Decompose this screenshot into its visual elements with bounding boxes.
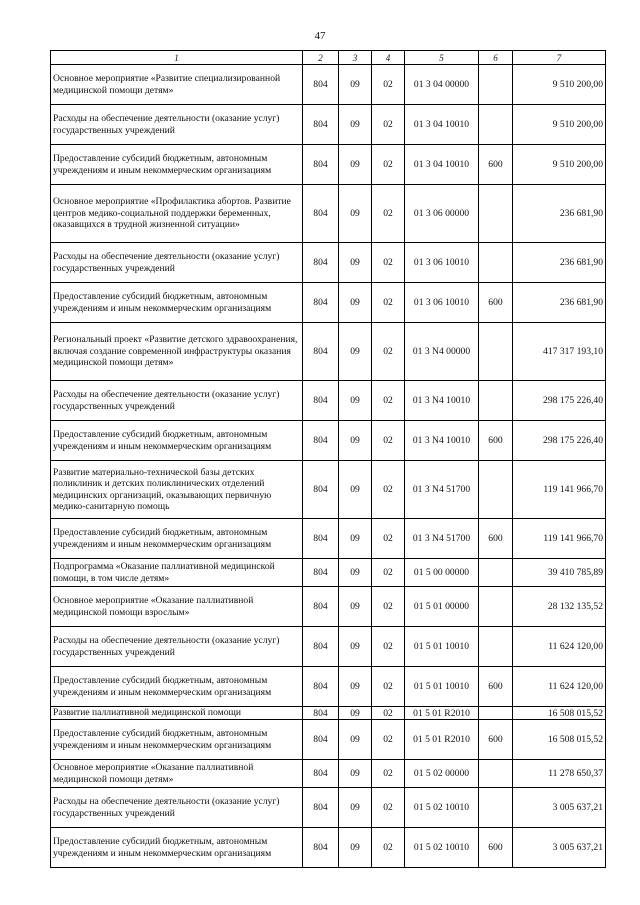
row-section-cell: 09: [339, 381, 372, 421]
row-target-article-cell: 01 5 02 10010: [405, 788, 479, 828]
row-target-article-cell: 01 5 02 00000: [405, 760, 479, 788]
table-row: [51, 627, 606, 667]
row-subsection-cell: 02: [372, 788, 405, 828]
row-amount-cell: 236 681,90: [513, 185, 606, 243]
column-header: 7: [513, 51, 606, 65]
row-expense-type-cell: [479, 323, 513, 381]
row-amount-cell: 39 410 785,89: [513, 559, 606, 587]
row-section-cell: 09: [339, 707, 372, 720]
row-target-article-cell: 01 3 N4 51700: [405, 519, 479, 559]
row-code-cell: 804: [303, 760, 339, 788]
table-row: [51, 587, 606, 627]
table-row: [51, 421, 606, 461]
row-target-article-cell: 01 3 N4 00000: [405, 323, 479, 381]
column-header: 3: [339, 51, 372, 65]
row-amount-cell: 9 510 200,00: [513, 145, 606, 185]
row-expense-type-cell: 600: [479, 145, 513, 185]
row-amount-cell: 16 508 015,52: [513, 720, 606, 760]
row-amount-cell: 236 681,90: [513, 243, 606, 283]
row-code-cell: 804: [303, 283, 339, 323]
row-target-article-cell: 01 3 06 10010: [405, 243, 479, 283]
row-amount-cell: 236 681,90: [513, 283, 606, 323]
row-section-cell: 09: [339, 667, 372, 707]
row-expense-type-cell: [479, 559, 513, 587]
row-target-article-cell: 01 3 06 10010: [405, 283, 479, 323]
row-code-cell: 804: [303, 519, 339, 559]
column-header: 6: [479, 51, 513, 65]
row-subsection-cell: 02: [372, 760, 405, 788]
table-row: [51, 185, 606, 243]
row-code-cell: 804: [303, 587, 339, 627]
row-section-cell: 09: [339, 627, 372, 667]
row-name-cell: Основное мероприятие «Оказание паллиативной медицинской помощи детям»: [51, 760, 303, 788]
table-row: [51, 145, 606, 185]
row-subsection-cell: 02: [372, 421, 405, 461]
page-number: 47: [314, 30, 326, 42]
row-target-article-cell: 01 3 04 10010: [405, 145, 479, 185]
row-subsection-cell: 02: [372, 461, 405, 519]
row-code-cell: 804: [303, 421, 339, 461]
table-row: [51, 760, 606, 788]
table-row: [51, 559, 606, 587]
row-code-cell: 804: [303, 65, 339, 105]
row-expense-type-cell: [479, 760, 513, 788]
row-amount-cell: 298 175 226,40: [513, 381, 606, 421]
row-code-cell: 804: [303, 627, 339, 667]
row-expense-type-cell: [479, 587, 513, 627]
table-row: [51, 323, 606, 381]
row-target-article-cell: 01 3 N4 10010: [405, 381, 479, 421]
row-code-cell: 804: [303, 788, 339, 828]
row-section-cell: 09: [339, 65, 372, 105]
row-amount-cell: 11 278 650,37: [513, 760, 606, 788]
row-expense-type-cell: 600: [479, 421, 513, 461]
row-amount-cell: 9 510 200,00: [513, 65, 606, 105]
row-section-cell: 09: [339, 760, 372, 788]
row-target-article-cell: 01 3 04 00000: [405, 65, 479, 105]
table-row: [51, 519, 606, 559]
row-amount-cell: 3 005 637,21: [513, 788, 606, 828]
row-name-cell: Основное мероприятие «Оказание паллиативной медицинской помощи взрослым»: [51, 587, 303, 627]
row-expense-type-cell: 600: [479, 828, 513, 868]
row-code-cell: 804: [303, 185, 339, 243]
row-subsection-cell: 02: [372, 105, 405, 145]
row-subsection-cell: 02: [372, 243, 405, 283]
row-subsection-cell: 02: [372, 283, 405, 323]
budget-table: [50, 50, 606, 868]
table-row: [51, 667, 606, 707]
row-section-cell: 09: [339, 788, 372, 828]
row-name-cell: Подпрограмма «Оказание паллиативной медицинской помощи, в том числе детям»: [51, 559, 303, 587]
row-target-article-cell: 01 5 02 10010: [405, 828, 479, 868]
row-amount-cell: 3 005 637,21: [513, 828, 606, 868]
row-expense-type-cell: 600: [479, 283, 513, 323]
row-target-article-cell: 01 5 00 00000: [405, 559, 479, 587]
row-subsection-cell: 02: [372, 828, 405, 868]
row-expense-type-cell: [479, 381, 513, 421]
row-subsection-cell: 02: [372, 627, 405, 667]
row-amount-cell: 16 508 015,52: [513, 707, 606, 720]
row-amount-cell: 298 175 226,40: [513, 421, 606, 461]
row-code-cell: 804: [303, 145, 339, 185]
row-name-cell: Расходы на обеспечение деятельности (оказание услуг) государственных учреждений: [51, 627, 303, 667]
row-section-cell: 09: [339, 283, 372, 323]
row-name-cell: Основное мероприятие «Развитие специализированной медицинской помощи детям»: [51, 65, 303, 105]
row-amount-cell: 119 141 966,70: [513, 461, 606, 519]
row-subsection-cell: 02: [372, 65, 405, 105]
table-row: [51, 243, 606, 283]
row-amount-cell: 119 141 966,70: [513, 519, 606, 559]
table-row: [51, 283, 606, 323]
row-name-cell: Расходы на обеспечение деятельности (оказание услуг) государственных учреждений: [51, 243, 303, 283]
row-section-cell: 09: [339, 720, 372, 760]
row-code-cell: 804: [303, 461, 339, 519]
row-subsection-cell: 02: [372, 720, 405, 760]
row-section-cell: 09: [339, 145, 372, 185]
row-name-cell: Предоставление субсидий бюджетным, автономным учреждениям и иным некоммерческим организациям: [51, 283, 303, 323]
row-name-cell: Предоставление субсидий бюджетным, автономным учреждениям и иным некоммерческим организациям: [51, 828, 303, 868]
row-code-cell: 804: [303, 720, 339, 760]
row-subsection-cell: 02: [372, 667, 405, 707]
row-section-cell: 09: [339, 519, 372, 559]
row-subsection-cell: 02: [372, 323, 405, 381]
row-name-cell: Предоставление субсидий бюджетным, автономным учреждениям и иным некоммерческим организациям: [51, 720, 303, 760]
row-section-cell: 09: [339, 185, 372, 243]
row-name-cell: Расходы на обеспечение деятельности (оказание услуг) государственных учреждений: [51, 105, 303, 145]
table-row: [51, 707, 606, 720]
row-section-cell: 09: [339, 559, 372, 587]
row-name-cell: Основное мероприятие «Профилактика абортов. Развитие центров медико-социальной поддержки беременных, оказавщихся в трудной жизненной ситуации»: [51, 185, 303, 243]
row-code-cell: 804: [303, 828, 339, 868]
row-section-cell: 09: [339, 243, 372, 283]
row-amount-cell: 11 624 120,00: [513, 667, 606, 707]
row-subsection-cell: 02: [372, 185, 405, 243]
row-target-article-cell: 01 5 01 R2010: [405, 707, 479, 720]
table-row: [51, 828, 606, 868]
table-row: [51, 65, 606, 105]
row-name-cell: Предоставление субсидий бюджетным, автономным учреждениям и иным некоммерческим организациям: [51, 145, 303, 185]
row-target-article-cell: 01 3 N4 10010: [405, 421, 479, 461]
row-subsection-cell: 02: [372, 707, 405, 720]
table-row: [51, 720, 606, 760]
row-code-cell: 804: [303, 243, 339, 283]
row-expense-type-cell: 600: [479, 519, 513, 559]
row-expense-type-cell: [479, 627, 513, 667]
row-section-cell: 09: [339, 828, 372, 868]
row-subsection-cell: 02: [372, 559, 405, 587]
row-expense-type-cell: [479, 243, 513, 283]
row-name-cell: Расходы на обеспечение деятельности (оказание услуг) государственных учреждений: [51, 381, 303, 421]
row-expense-type-cell: [479, 707, 513, 720]
column-header: 5: [405, 51, 479, 65]
row-target-article-cell: 01 3 06 00000: [405, 185, 479, 243]
row-amount-cell: 28 132 135,52: [513, 587, 606, 627]
row-amount-cell: 11 624 120,00: [513, 627, 606, 667]
row-amount-cell: 417 317 193,10: [513, 323, 606, 381]
row-name-cell: Предоставление субсидий бюджетным, автономным учреждениям и иным некоммерческим организациям: [51, 421, 303, 461]
row-target-article-cell: 01 5 01 00000: [405, 587, 479, 627]
row-expense-type-cell: 600: [479, 667, 513, 707]
row-subsection-cell: 02: [372, 145, 405, 185]
row-name-cell: Развитие материально-технической базы детских поликлиник и детских поликлинических отделений медицинских организаций, оказывающих первичную медико-санитарную помощь: [51, 461, 303, 519]
row-target-article-cell: 01 3 N4 51700: [405, 461, 479, 519]
row-name-cell: Предоставление субсидий бюджетным, автономным учреждениям и иным некоммерческим организациям: [51, 667, 303, 707]
table-row: [51, 461, 606, 519]
row-expense-type-cell: [479, 65, 513, 105]
row-name-cell: Расходы на обеспечение деятельности (оказание услуг) государственных учреждений: [51, 788, 303, 828]
row-name-cell: Предоставление субсидий бюджетным, автономным учреждениям и иным некоммерческим организациям: [51, 519, 303, 559]
row-subsection-cell: 02: [372, 519, 405, 559]
table-row: [51, 105, 606, 145]
row-code-cell: 804: [303, 323, 339, 381]
row-code-cell: 804: [303, 707, 339, 720]
column-header: 1: [51, 51, 303, 65]
table-row: [51, 788, 606, 828]
row-code-cell: 804: [303, 105, 339, 145]
table-row: [51, 381, 606, 421]
row-expense-type-cell: [479, 788, 513, 828]
row-subsection-cell: 02: [372, 587, 405, 627]
row-expense-type-cell: [479, 105, 513, 145]
row-target-article-cell: 01 3 04 10010: [405, 105, 479, 145]
row-target-article-cell: 01 5 01 R2010: [405, 720, 479, 760]
row-section-cell: 09: [339, 105, 372, 145]
table-body: [51, 65, 606, 868]
row-section-cell: 09: [339, 421, 372, 461]
row-section-cell: 09: [339, 461, 372, 519]
row-name-cell: Развитие паллиативной медицинской помощи: [51, 707, 303, 720]
row-expense-type-cell: [479, 461, 513, 519]
column-header: 4: [372, 51, 405, 65]
row-expense-type-cell: 600: [479, 720, 513, 760]
row-amount-cell: 9 510 200,00: [513, 105, 606, 145]
row-code-cell: 804: [303, 559, 339, 587]
table-header-row: [51, 51, 606, 65]
row-code-cell: 804: [303, 667, 339, 707]
row-subsection-cell: 02: [372, 381, 405, 421]
row-target-article-cell: 01 5 01 10010: [405, 627, 479, 667]
row-name-cell: Региональный проект «Развитие детского здравоохранения, включая создание современной инфраструктуры оказания медицинской помощи детям»: [51, 323, 303, 381]
row-code-cell: 804: [303, 381, 339, 421]
row-expense-type-cell: [479, 185, 513, 243]
column-header: 2: [303, 51, 339, 65]
row-section-cell: 09: [339, 323, 372, 381]
row-target-article-cell: 01 5 01 10010: [405, 667, 479, 707]
row-section-cell: 09: [339, 587, 372, 627]
